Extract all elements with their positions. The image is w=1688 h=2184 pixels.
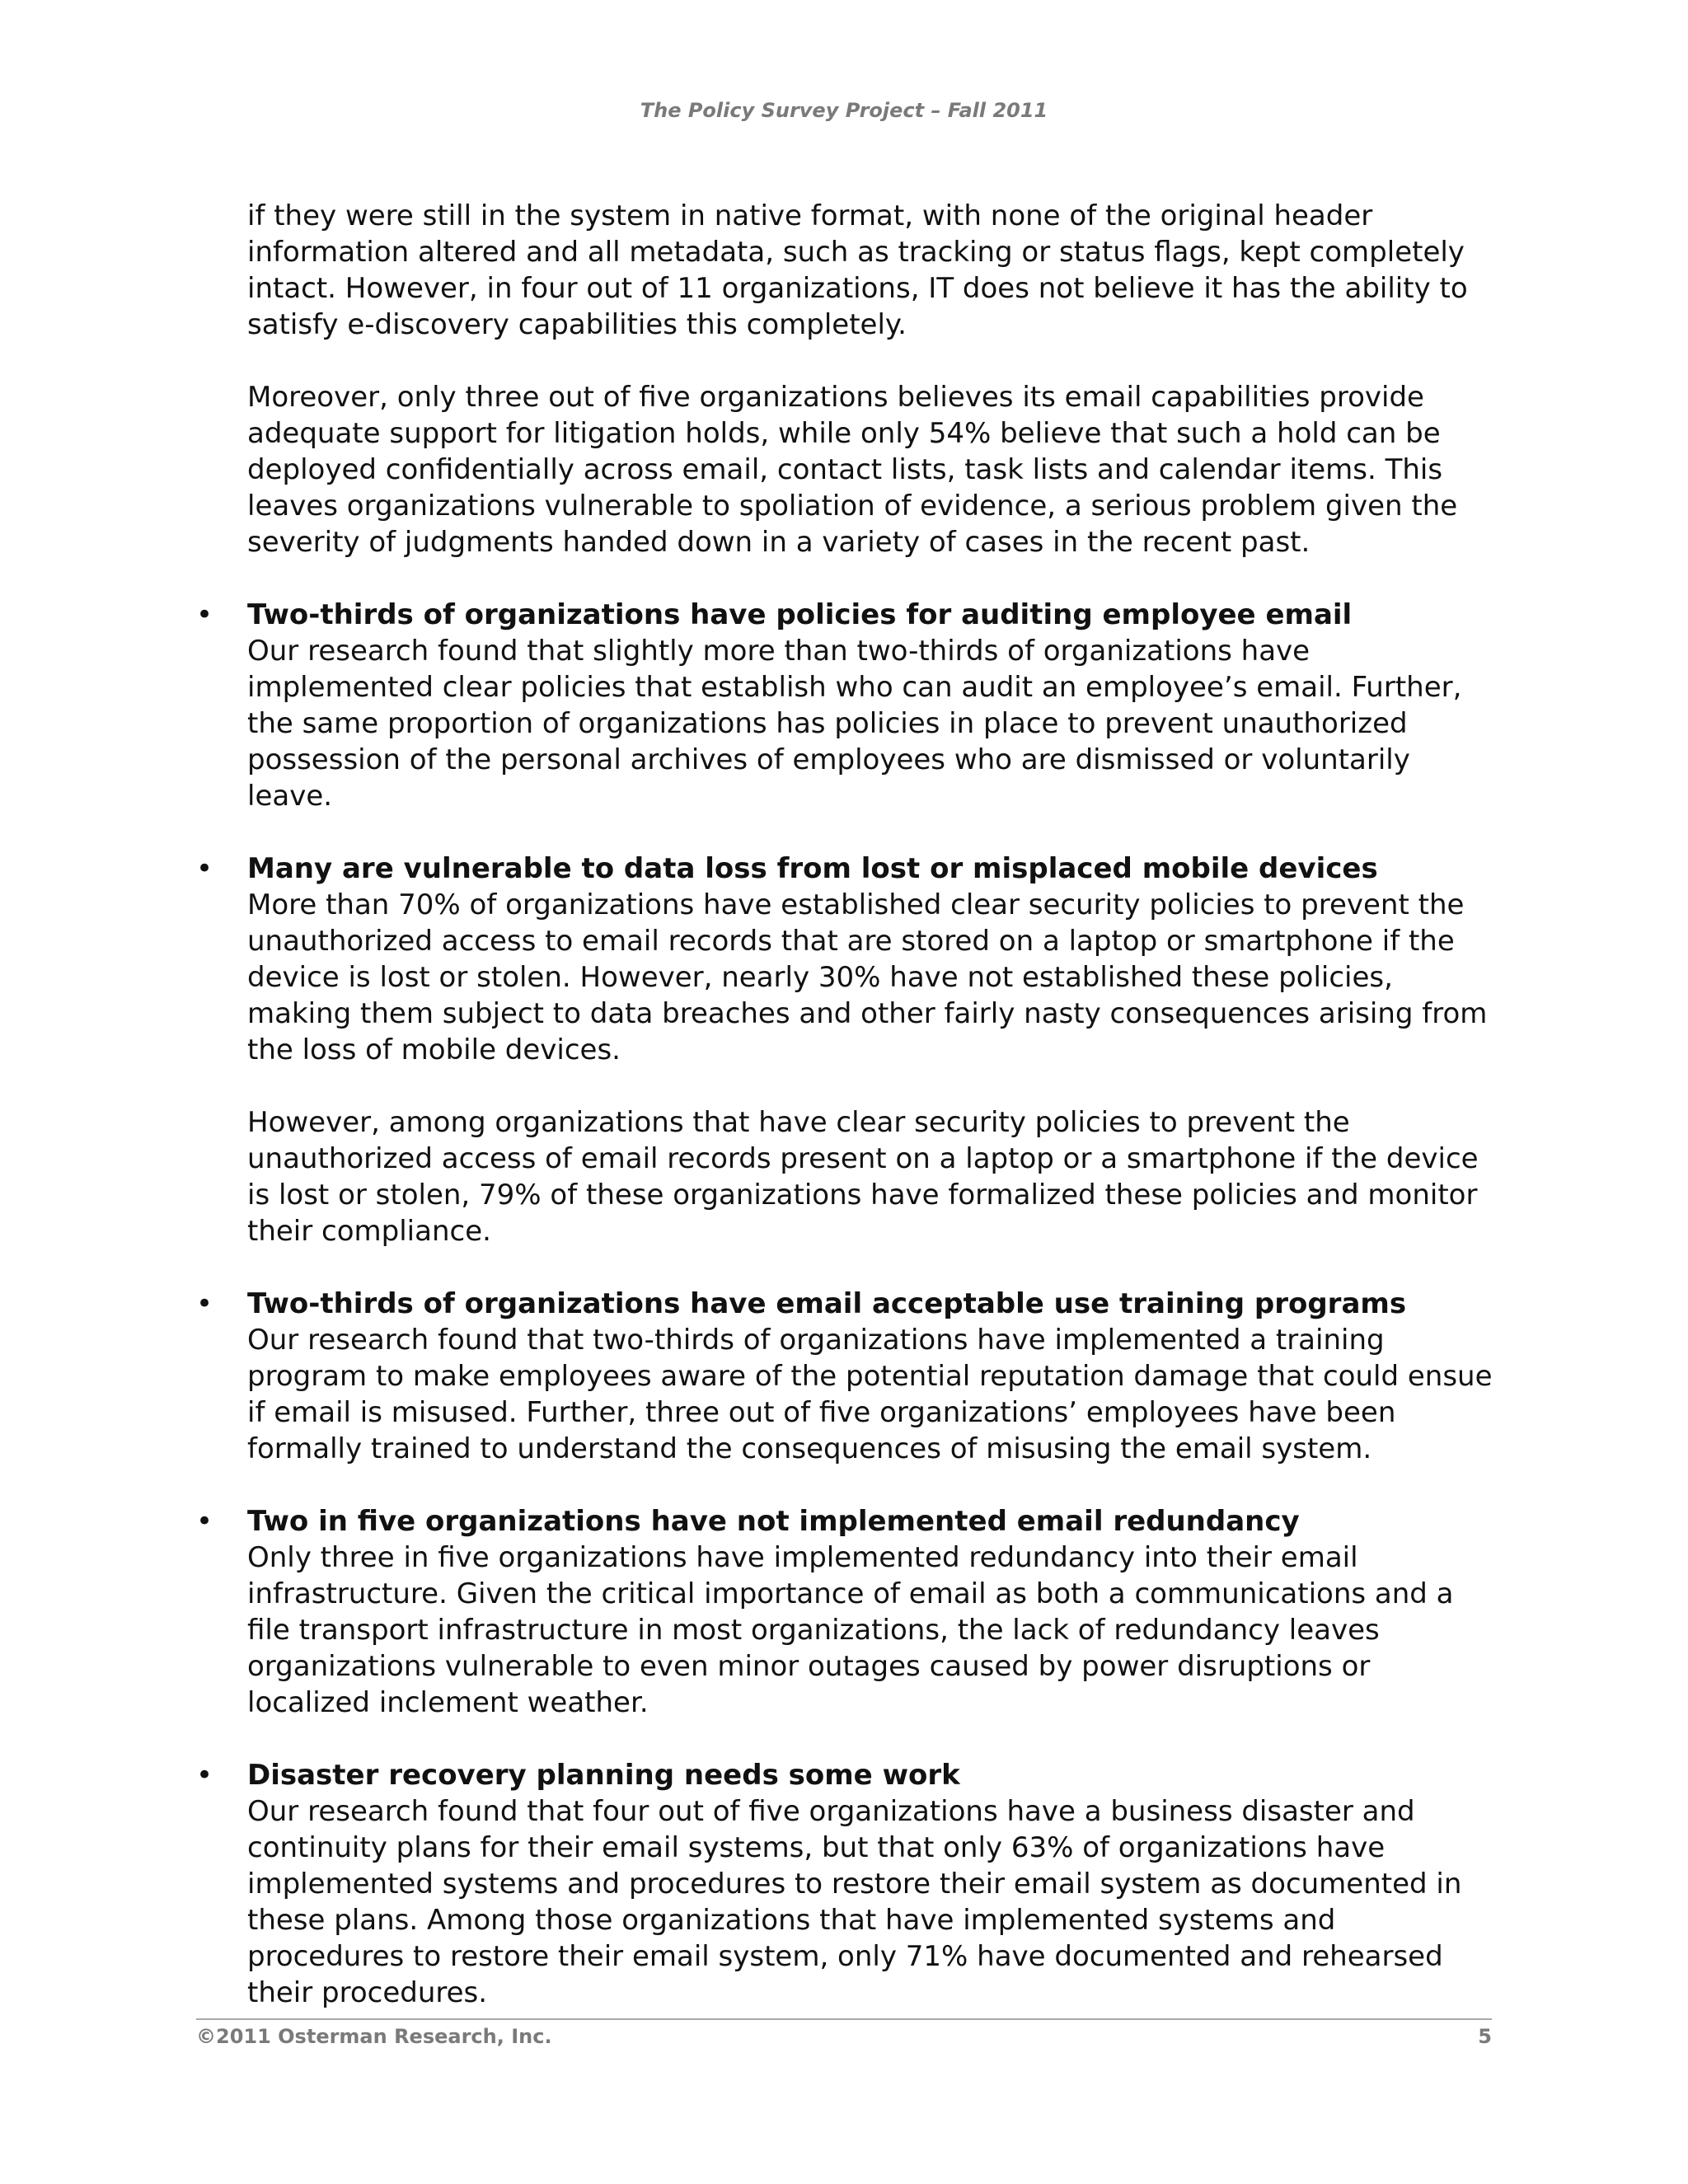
bullet-heading: Two-thirds of organizations have policies for auditing employee email [247,598,1353,631]
bullet-heading: Two in five organizations have not implemented email redundancy [247,1505,1300,1538]
bullet-heading: Many are vulnerable to data loss from lost or misplaced mobile devices [247,852,1378,885]
intro-paragraph: if they were still in the system in native format, with none of the original header information altered and all metadata, such as tracking or status flags, kept completely intact. However, in four out of 11 organizations, IT does not believe it has the ability to satisfy e-discovery capabilities this completely. [247,199,1468,341]
bullet-dot-icon: • [196,1505,213,1538]
bullet-dot-icon: • [196,1759,213,1792]
document-body [196,198,1500,2011]
bullet-paragraph: However, among organizations that have clear security policies to prevent the unauthorized access of email records present on a laptop or a smartphone if the device is lost or stolen, 79% of these organizations have formalized these policies and monitor their compliance. [247,1106,1479,1248]
bullet-item-mobile-devices [196,851,1500,1249]
bullet-paragraph: More than 70% of organizations have established clear security policies to prevent the unauthorized access to email records that are stored on a laptop or smartphone if the device is lost or stolen. However, nearly 30% have not established these policies, making them subject to data breaches and other fairly nasty consequences arising from the loss of mobile devices. [247,888,1488,1066]
bullet-dot-icon: • [196,1287,213,1320]
bullet-heading: Two-thirds of organizations have email acceptable use training programs [247,1287,1407,1320]
bullet-dot-icon: • [196,598,213,631]
bullet-paragraph: Only three in five organizations have implemented redundancy into their email infrastructure. Given the critical importance of email as both a communications and a file transport infrastructure in most organizations, the lack of redundancy leaves organizations vulnerable to even minor outages caused by power disruptions or localized inclement weather. [247,1541,1454,1719]
bullet-item-disaster-recovery [196,1757,1500,2011]
bullet-item-email-redundancy [196,1503,1500,1721]
bullet-paragraph: Our research found that four out of five organizations have a business disaster and continuity plans for their email systems, but that only 63% of organizations have implemented systems and procedures to restore their email system as documented in these plans. Among those organizations that have implemented systems and procedures to restore their email system, only 71% have documented and rehearsed their procedures. [247,1795,1462,2009]
footer-divider [196,2018,1492,2020]
bullet-dot-icon: • [196,852,213,885]
bullet-item-auditing-email [196,597,1500,814]
intro-paragraph: Moreover, only three out of five organizations believes its email capabilities provide adequate support for litigation holds, while only 54% believe that such a hold can be deployed confidentially across email, contact lists, task lists and calendar items. This leaves organizations vulnerable to spoliation of evidence, a serious problem given the severity of judgments handed down in a variety of cases in the recent past. [247,381,1458,559]
page-number: 5 [1478,2025,1492,2048]
bullet-item-training-programs [196,1286,1500,1467]
bullet-paragraph: Our research found that slightly more than two-thirds of organizations have implemented clear policies that establish who can audit an employee’s email. Further, the same proportion of organizations has policies in place to prevent unauthorized possession of the personal archives of employees who are dismissed or voluntarily leave. [247,635,1462,813]
page-header-title: The Policy Survey Project – Fall 2011 [640,99,1048,122]
footer-copyright: ©2011 Osterman Research, Inc. [196,2025,552,2048]
bullet-heading: Disaster recovery planning needs some work [247,1759,960,1792]
bullet-paragraph: Our research found that two-thirds of organizations have implemented a training program to make employees aware of the potential reputation damage that could ensue if email is misused. Further, three out of five organizations’ employees have been formally trained to understand the consequences of misusing the email system. [247,1324,1493,1465]
